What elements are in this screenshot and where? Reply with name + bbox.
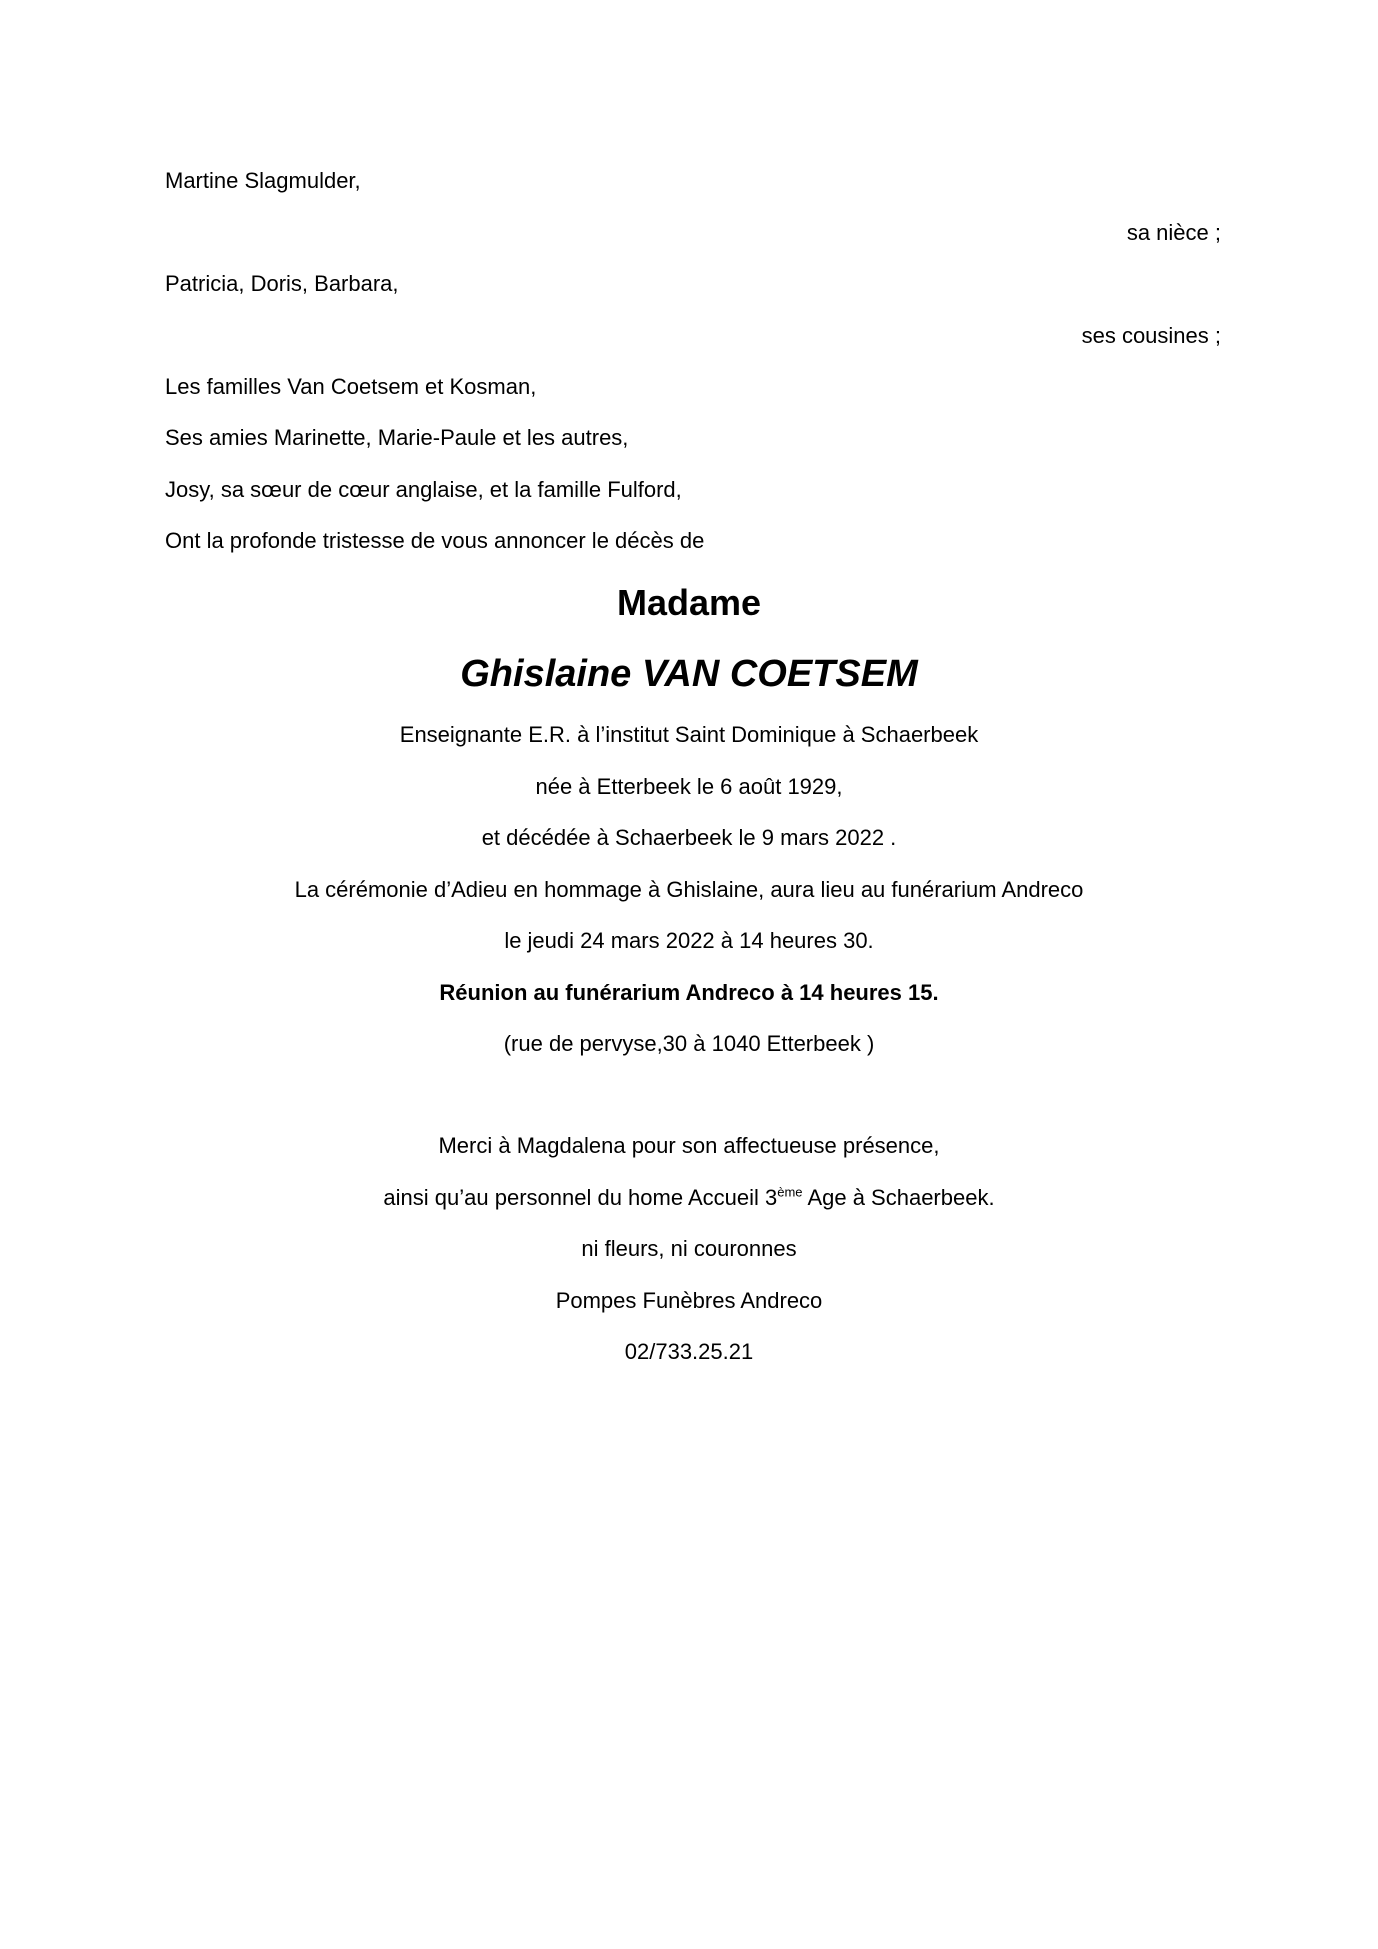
deceased-name: Ghislaine VAN COETSEM (460, 653, 918, 695)
ordinal-superscript: ème (777, 1184, 803, 1200)
meeting-line: Réunion au funérarium Andreco à 14 heures 15. (439, 980, 939, 1005)
thanks-line-2-post: Age à Schaerbeek. (802, 1185, 995, 1210)
ceremony-line-1: La cérémonie d’Adieu en hommage à Ghislaine, aura lieu au funérarium Andreco (294, 877, 1084, 902)
cousins-names: Patricia, Doris, Barbara, (165, 271, 399, 296)
phone-line: 02/733.25.21 (624, 1339, 754, 1364)
thanks-line-1: Merci à Magdalena pour son affectueuse présence, (438, 1133, 940, 1158)
deceased-title: Madame (616, 582, 762, 623)
ceremony-line-2: le jeudi 24 mars 2022 à 14 heures 30. (504, 928, 874, 953)
josy-line: Josy, sa sœur de cœur anglaise, et la famille Fulford, (165, 477, 682, 502)
birth-line: née à Etterbeek le 6 août 1929, (535, 774, 843, 799)
occupation-line: Enseignante E.R. à l’institut Saint Dominique à Schaerbeek (399, 722, 979, 747)
announcement-line: Ont la profonde tristesse de vous annoncer le décès de (165, 528, 705, 553)
families-line: Les familles Van Coetsem et Kosman, (165, 374, 537, 399)
no-flowers-line: ni fleurs, ni couronnes (581, 1236, 797, 1261)
niece-role: sa nièce ; (1126, 220, 1221, 245)
thanks-line-2-pre: ainsi qu’au personnel du home Accueil 3 (383, 1185, 778, 1210)
cousins-role: ses cousines ; (1081, 323, 1221, 348)
address-line: (rue de pervyse,30 à 1040 Etterbeek ) (503, 1031, 875, 1056)
funeral-home-line: Pompes Funèbres Andreco (555, 1288, 823, 1313)
niece-name: Martine Slagmulder, (165, 168, 361, 193)
thanks-line-2 (0, 1184, 1378, 1212)
death-line: et décédée à Schaerbeek le 9 mars 2022 . (481, 825, 897, 850)
friends-line: Ses amies Marinette, Marie-Paule et les autres, (165, 425, 629, 450)
